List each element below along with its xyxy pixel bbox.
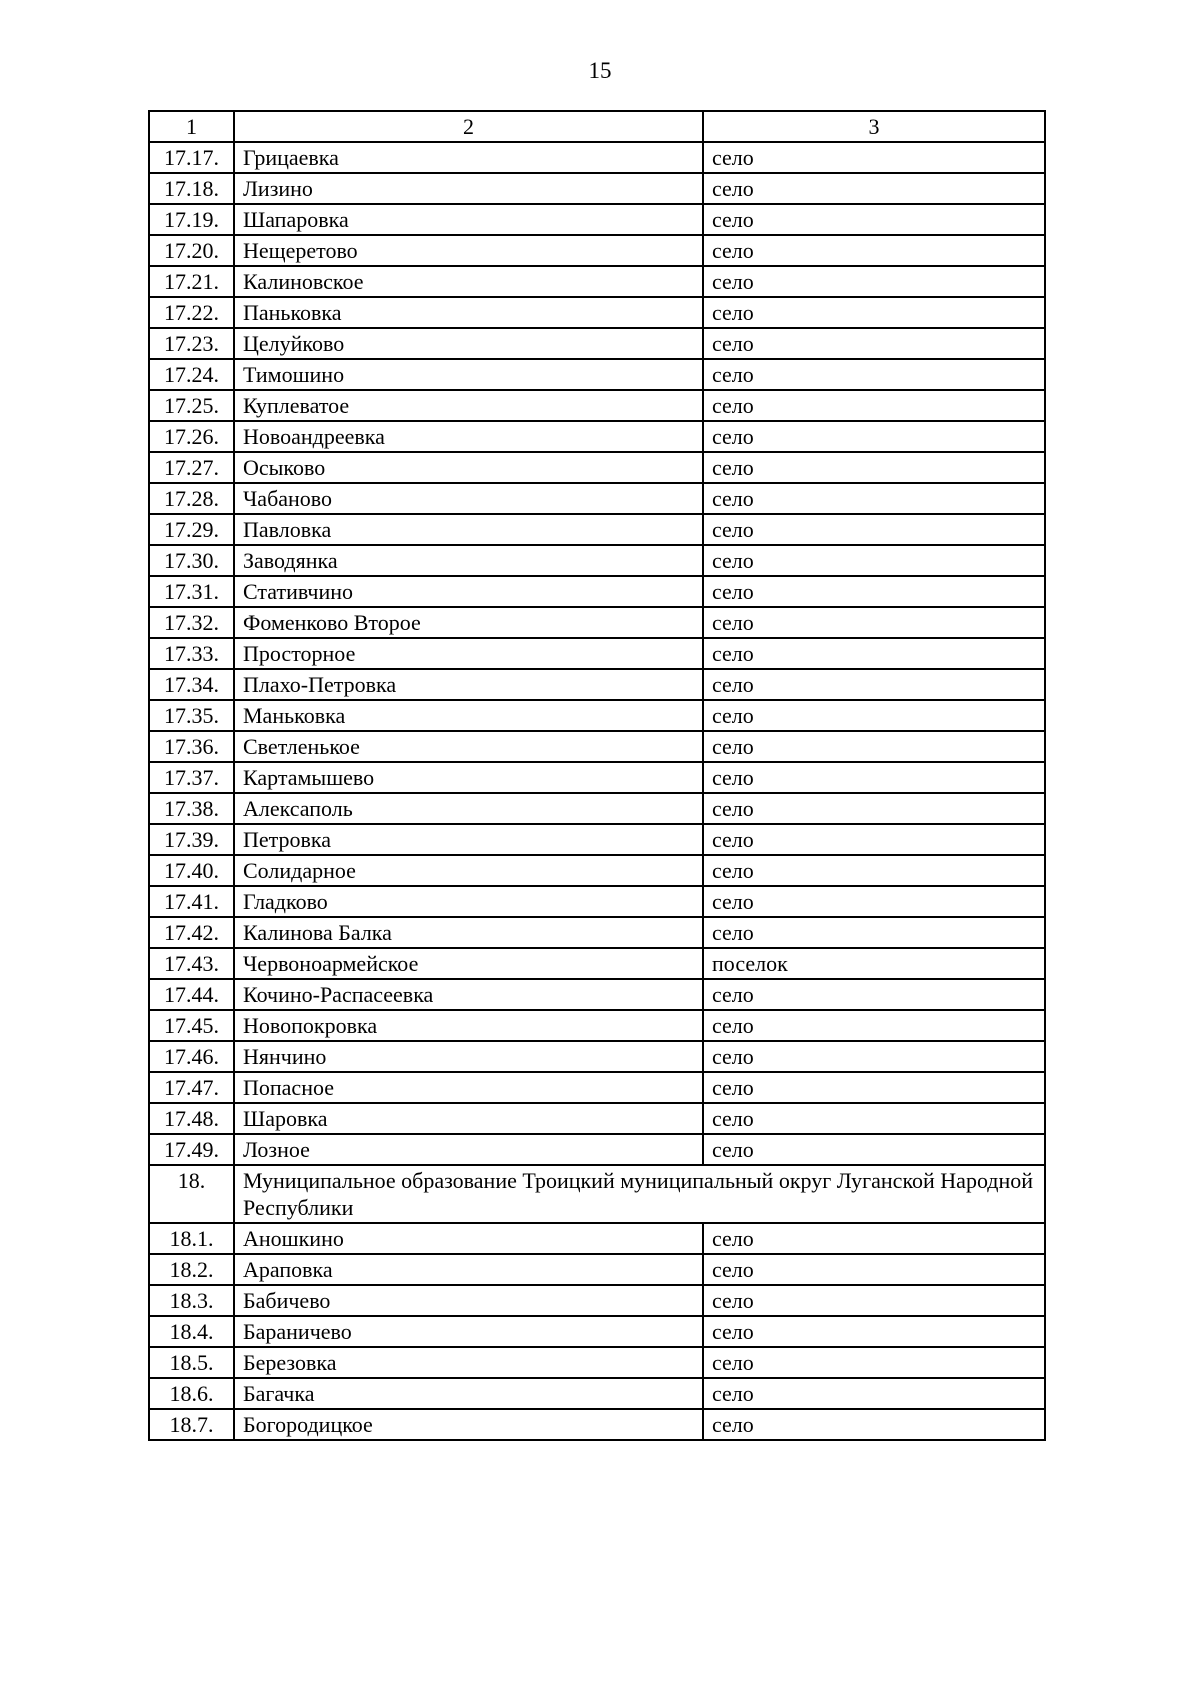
table-row: [149, 576, 1045, 607]
settlement-name-cell: Аношкино: [234, 1223, 703, 1254]
settlement-name-cell: Шапаровка: [234, 204, 703, 235]
settlement-name-cell: Тимошино: [234, 359, 703, 390]
settlement-type-cell: село: [703, 1316, 1045, 1347]
settlement-type-cell: село: [703, 235, 1045, 266]
settlement-name-cell: Багачка: [234, 1378, 703, 1409]
table-row: [149, 1409, 1045, 1440]
row-number-cell: 17.38.: [149, 793, 234, 824]
settlement-name-cell: Бабичево: [234, 1285, 703, 1316]
table-row: [149, 359, 1045, 390]
row-number-cell: 17.36.: [149, 731, 234, 762]
settlement-name-cell: Просторное: [234, 638, 703, 669]
row-number-cell: 17.24.: [149, 359, 234, 390]
settlement-name-cell: Алексаполь: [234, 793, 703, 824]
settlement-type-cell: село: [703, 204, 1045, 235]
row-number-cell: 17.47.: [149, 1072, 234, 1103]
settlements-table-body: [149, 142, 1045, 1440]
settlement-name-cell: Плахо-Петровка: [234, 669, 703, 700]
settlement-name-cell: Бараничево: [234, 1316, 703, 1347]
settlement-name-cell: Заводянка: [234, 545, 703, 576]
settlement-name-cell: Светленькое: [234, 731, 703, 762]
settlement-type-cell: село: [703, 638, 1045, 669]
settlement-type-cell: село: [703, 545, 1045, 576]
settlement-type-cell: село: [703, 1223, 1045, 1254]
row-number-cell: 17.43.: [149, 948, 234, 979]
settlement-type-cell: село: [703, 328, 1045, 359]
table-row: [149, 1134, 1045, 1165]
settlement-type-cell: село: [703, 855, 1045, 886]
table-row: [149, 1103, 1045, 1134]
settlement-name-cell: Попасное: [234, 1072, 703, 1103]
settlement-type-cell: село: [703, 1134, 1045, 1165]
table-row: [149, 142, 1045, 173]
settlement-name-cell: Петровка: [234, 824, 703, 855]
row-number-cell: 17.19.: [149, 204, 234, 235]
row-number-cell: 17.20.: [149, 235, 234, 266]
table-row: [149, 886, 1045, 917]
table-row: [149, 452, 1045, 483]
settlement-type-cell: село: [703, 824, 1045, 855]
settlement-name-cell: Гладково: [234, 886, 703, 917]
table-row: [149, 328, 1045, 359]
table-row: [149, 979, 1045, 1010]
settlement-name-cell: Солидарное: [234, 855, 703, 886]
settlement-name-cell: Шаровка: [234, 1103, 703, 1134]
row-number-cell: 18.3.: [149, 1285, 234, 1316]
row-number-cell: 18.2.: [149, 1254, 234, 1285]
settlement-name-cell: Новоандреевка: [234, 421, 703, 452]
settlement-name-cell: Маньковка: [234, 700, 703, 731]
table-row: [149, 669, 1045, 700]
settlement-name-cell: Лизино: [234, 173, 703, 204]
settlement-name-cell: Нянчино: [234, 1041, 703, 1072]
row-number-cell: 17.23.: [149, 328, 234, 359]
table-row: [149, 1285, 1045, 1316]
table-row: [149, 1378, 1045, 1409]
settlement-type-cell: село: [703, 700, 1045, 731]
table-row: [149, 607, 1045, 638]
row-number-cell: 17.49.: [149, 1134, 234, 1165]
settlement-name-cell: Чабаново: [234, 483, 703, 514]
settlement-type-cell: село: [703, 669, 1045, 700]
settlement-name-cell: Картамышево: [234, 762, 703, 793]
settlement-type-cell: село: [703, 762, 1045, 793]
settlement-name-cell: Муниципальное образование Троицкий муниципальный округ Луганской Народной Республики: [234, 1165, 1045, 1223]
row-number-cell: 18.7.: [149, 1409, 234, 1440]
settlement-type-cell: село: [703, 266, 1045, 297]
table-row: [149, 731, 1045, 762]
row-number-cell: 17.34.: [149, 669, 234, 700]
settlement-type-cell: село: [703, 1254, 1045, 1285]
settlement-type-cell: поселок: [703, 948, 1045, 979]
settlement-name-cell: Кочино-Распасеевка: [234, 979, 703, 1010]
row-number-cell: 18.6.: [149, 1378, 234, 1409]
table-row: [149, 297, 1045, 328]
table-row: [149, 514, 1045, 545]
settlement-type-cell: село: [703, 173, 1045, 204]
table-row: [149, 762, 1045, 793]
settlement-type-cell: село: [703, 390, 1045, 421]
settlement-type-cell: село: [703, 452, 1045, 483]
row-number-cell: 17.42.: [149, 917, 234, 948]
table-row: [149, 1347, 1045, 1378]
row-number-cell: 17.45.: [149, 1010, 234, 1041]
settlement-type-cell: село: [703, 917, 1045, 948]
table-row: [149, 266, 1045, 297]
row-number-cell: 17.30.: [149, 545, 234, 576]
table-row: [149, 173, 1045, 204]
table-row: [149, 1316, 1045, 1347]
settlement-name-cell: Целуйково: [234, 328, 703, 359]
row-number-cell: 17.17.: [149, 142, 234, 173]
settlement-name-cell: Стативчино: [234, 576, 703, 607]
settlement-type-cell: село: [703, 1103, 1045, 1134]
page-number: 15: [588, 58, 612, 83]
row-number-cell: 18.5.: [149, 1347, 234, 1378]
table-row: [149, 1072, 1045, 1103]
row-number-cell: 17.46.: [149, 1041, 234, 1072]
table-row: [149, 390, 1045, 421]
header-cell-col3: 3: [703, 111, 1045, 142]
settlement-name-cell: Лозное: [234, 1134, 703, 1165]
table-row: [149, 483, 1045, 514]
settlement-type-cell: село: [703, 1072, 1045, 1103]
settlement-name-cell: Араповка: [234, 1254, 703, 1285]
settlement-type-cell: село: [703, 793, 1045, 824]
settlement-type-cell: село: [703, 886, 1045, 917]
settlement-type-cell: село: [703, 1409, 1045, 1440]
table-row: [149, 421, 1045, 452]
row-number-cell: 18.1.: [149, 1223, 234, 1254]
settlement-type-cell: село: [703, 1041, 1045, 1072]
municipal-okrug-row: [149, 1165, 1045, 1223]
table-row: [149, 824, 1045, 855]
row-number-cell: 17.31.: [149, 576, 234, 607]
settlement-type-cell: село: [703, 1378, 1045, 1409]
settlement-type-cell: село: [703, 731, 1045, 762]
table-row: [149, 700, 1045, 731]
settlement-type-cell: село: [703, 607, 1045, 638]
row-number-cell: 17.18.: [149, 173, 234, 204]
row-number-cell: 17.33.: [149, 638, 234, 669]
row-number-cell: 17.41.: [149, 886, 234, 917]
settlement-name-cell: Павловка: [234, 514, 703, 545]
header-cell-col2: 2: [234, 111, 703, 142]
table-row: [149, 204, 1045, 235]
row-number-cell: 17.25.: [149, 390, 234, 421]
settlement-type-cell: село: [703, 576, 1045, 607]
settlement-type-cell: село: [703, 979, 1045, 1010]
table-row: [149, 1010, 1045, 1041]
settlement-name-cell: Червоноармейское: [234, 948, 703, 979]
settlement-name-cell: Грицаевка: [234, 142, 703, 173]
row-number-cell: 17.26.: [149, 421, 234, 452]
row-number-cell: 17.44.: [149, 979, 234, 1010]
table-row: [149, 793, 1045, 824]
row-number-cell: 17.39.: [149, 824, 234, 855]
settlement-type-cell: село: [703, 359, 1045, 390]
settlement-name-cell: Куплеватое: [234, 390, 703, 421]
table-row: [149, 1041, 1045, 1072]
row-number-cell: 17.22.: [149, 297, 234, 328]
settlement-name-cell: Паньковка: [234, 297, 703, 328]
table-row: [149, 855, 1045, 886]
settlement-type-cell: село: [703, 483, 1045, 514]
settlement-type-cell: село: [703, 142, 1045, 173]
settlement-type-cell: село: [703, 421, 1045, 452]
settlements-table: [148, 110, 1046, 1441]
settlement-name-cell: Богородицкое: [234, 1409, 703, 1440]
settlement-type-cell: село: [703, 1285, 1045, 1316]
row-number-cell: 18.4.: [149, 1316, 234, 1347]
row-number-cell: 17.48.: [149, 1103, 234, 1134]
table-row: [149, 948, 1045, 979]
settlement-name-cell: Березовка: [234, 1347, 703, 1378]
table-row: [149, 1223, 1045, 1254]
settlement-type-cell: село: [703, 1010, 1045, 1041]
settlement-name-cell: Калинова Балка: [234, 917, 703, 948]
row-number-cell: 17.40.: [149, 855, 234, 886]
settlement-name-cell: Осыково: [234, 452, 703, 483]
row-number-cell: 17.32.: [149, 607, 234, 638]
row-number-cell: 17.28.: [149, 483, 234, 514]
table-row: [149, 545, 1045, 576]
row-number-cell: 17.27.: [149, 452, 234, 483]
settlement-type-cell: село: [703, 514, 1045, 545]
settlement-name-cell: Новопокровка: [234, 1010, 703, 1041]
header-cell-col1: 1: [149, 111, 234, 142]
row-number-cell: 17.37.: [149, 762, 234, 793]
table-row: [149, 1254, 1045, 1285]
settlement-name-cell: Нещеретово: [234, 235, 703, 266]
table-row: [149, 917, 1045, 948]
settlement-type-cell: село: [703, 297, 1045, 328]
row-number-cell: 18.: [149, 1165, 234, 1223]
row-number-cell: 17.29.: [149, 514, 234, 545]
table-row: [149, 638, 1045, 669]
table-row: [149, 235, 1045, 266]
table-header-row: [149, 111, 1045, 142]
settlement-name-cell: Фоменково Второе: [234, 607, 703, 638]
settlement-type-cell: село: [703, 1347, 1045, 1378]
row-number-cell: 17.35.: [149, 700, 234, 731]
row-number-cell: 17.21.: [149, 266, 234, 297]
settlement-name-cell: Калиновское: [234, 266, 703, 297]
